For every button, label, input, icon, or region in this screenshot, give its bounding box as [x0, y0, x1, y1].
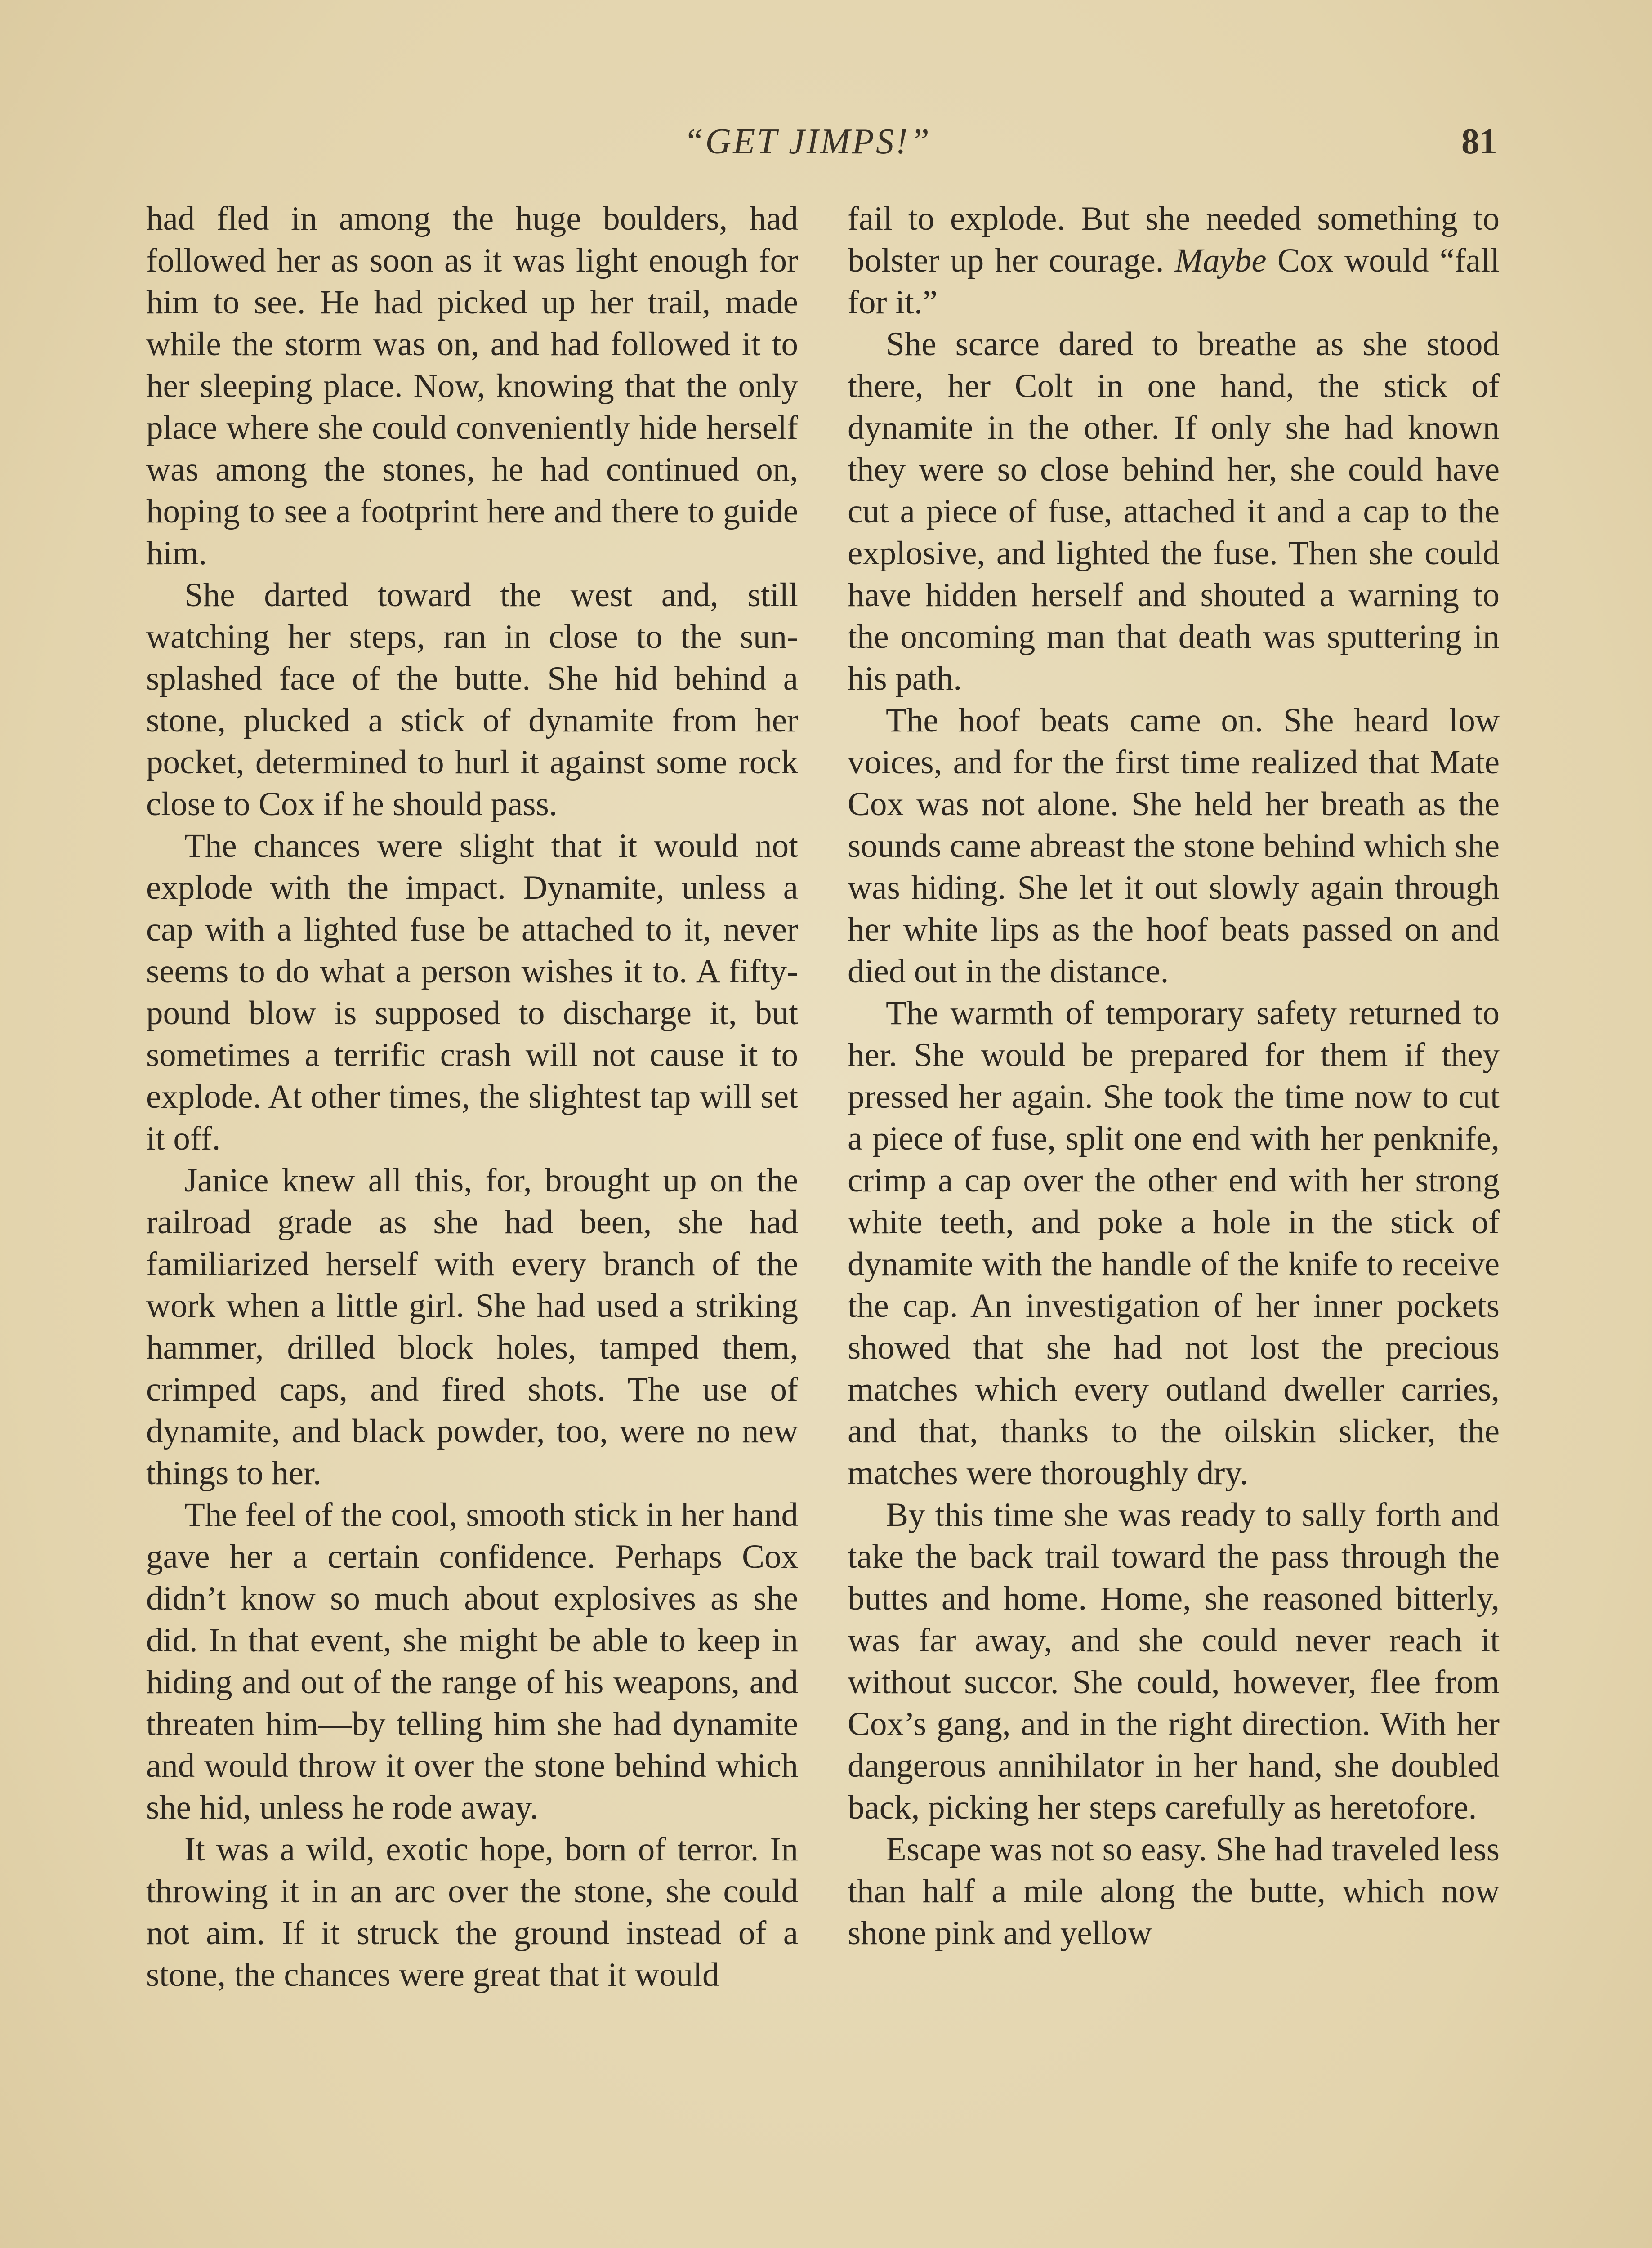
paragraph: Janice knew all this, for, brought up on the railroad grade as she had been, she had familiarized herself with every branch of the work when a little girl. She had used a striking hammer, drilled block holes, tamped them, crimped caps, and fired shots. The use of dynamite, and black powder, too, were no new things to her.	[146, 1162, 798, 1492]
italic-emphasis: Maybe	[1174, 242, 1267, 279]
paragraph-text: fail to explode. But she needed something to bolster up her courage.	[848, 200, 1500, 279]
page-number: 81	[1461, 122, 1497, 161]
paragraph: had fled in among the huge boulders, had followed her as soon as it was light enough for him to see. He had picked up her trail, made while the storm was on, and had followed it to her sleeping place. Now, knowing that the only place where she could conveniently hide herself was among the stones, he had continued on, hoping to see a footprint here and there to guide him.	[146, 200, 798, 572]
paragraph: Escape was not so easy. She had traveled less than half a mile along the butte, which now shone pink and yellow	[848, 1831, 1500, 1952]
right-text-column	[848, 198, 1500, 1954]
paragraph: The warmth of temporary safety returned to her. She would be prepared for them if they pressed her again. She took the time now to cut a piece of fuse, split one end with her penknife, crimp a cap over the other end with her strong white teeth, and poke a hole in the stick of dynamite with the handle of the knife to receive the cap. An investigation of her inner pockets showed that she had not lost the precious matches which every outland dweller carries, and that, thanks to the oilskin slicker, the matches were thoroughly dry.	[848, 995, 1500, 1492]
left-text-column	[146, 198, 798, 1996]
paragraph	[848, 198, 1500, 323]
paragraph: The chances were slight that it would not explode with the impact. Dynamite, unless a cap with a lighted fuse be attached to it, never seems to do what a person wishes it to. A fifty-pound blow is supposed to discharge it, but sometimes a terrific crash will not cause it to explode. At other times, the slightest tap will set it off.	[146, 827, 798, 1157]
paragraph: She darted toward the west and, still watching her steps, ran in close to the sun-splashed face of the butte. She hid behind a stone, plucked a stick of dynamite from her pocket, determined to hurl it against some rock close to Cox if he should pass.	[146, 576, 798, 823]
paragraph: It was a wild, exotic hope, born of terror. In throwing it in an arc over the stone, she could not aim. If it struck the ground instead of a stone, the chances were great that it would	[146, 1831, 798, 1994]
paragraph: By this time she was ready to sally forth and take the back trail toward the pass through the buttes and home. Home, she reasoned bitterly, was far away, and she could never reach it without succor. She could, however, flee from Cox’s gang, and in the right direction. With her dangerous annihilator in her hand, she doubled back, picking her steps carefully as heretofore.	[848, 1496, 1500, 1826]
paragraph-text: Cox would “fall for it.”	[848, 242, 1500, 321]
paragraph: The feel of the cool, smooth stick in her hand gave her a certain confidence. Perhaps Cox didn’t know so much about explosives as she did. In that event, she might be able to keep in hiding and out of the range of his weapons, and threaten him—by telling him she had dynamite and would throw it over the stone behind which she hid, unless he rode away.	[146, 1496, 798, 1826]
paragraph: She scarce dared to breathe as she stood there, her Colt in one hand, the stick of dynamite in the other. If only she had known they were so close behind her, she could have cut a piece of fuse, attached it and a cap to the explosive, and lighted the fuse. Then she could have hidden herself and shouted a warning to the oncoming man that death was sputtering in his path.	[848, 326, 1500, 697]
paragraph: The hoof beats came on. She heard low voices, and for the first time realized that Mate Cox was not alone. She held her breath as the sounds came abreast the stone behind which she was hiding. She let it out slowly again through her white lips as the hoof beats passed on and died out in the distance.	[848, 702, 1500, 990]
running-title: “GET JIMPS!”	[683, 122, 931, 161]
